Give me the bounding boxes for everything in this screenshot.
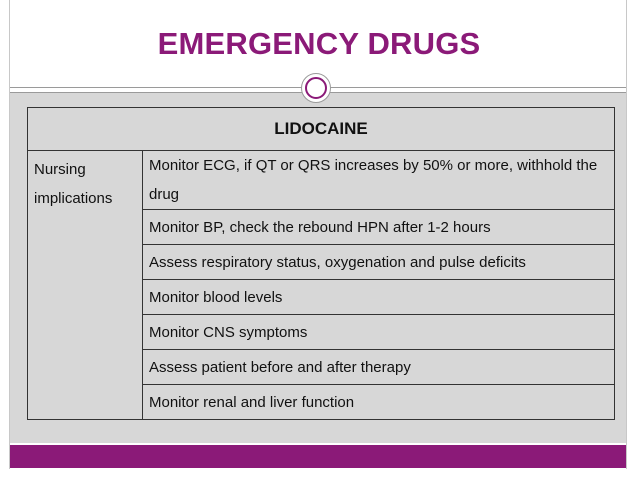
slide-title: EMERGENCY DRUGS (157, 26, 481, 61)
implication-row: Monitor BP, check the rebound HPN after 1-2 hours (143, 210, 615, 245)
circle-ornament-icon (301, 73, 331, 103)
footer-bar (10, 445, 626, 468)
implication-row: Assess respiratory status, oxygenation and pulse deficits (143, 245, 615, 280)
lidocaine-table (27, 107, 615, 420)
nursing-implications-label: Nursing implications (28, 151, 143, 420)
implication-row: Monitor CNS symptoms (143, 315, 615, 350)
drug-name-header: LIDOCAINE (28, 108, 615, 151)
implication-row: Monitor renal and liver function (143, 385, 615, 420)
implication-row: Assess patient before and after therapy (143, 350, 615, 385)
implication-row: Monitor ECG, if QT or QRS increases by 50% or more, withhold the drug (143, 151, 615, 210)
implication-row: Monitor blood levels (143, 280, 615, 315)
slide-right-border (626, 0, 627, 469)
